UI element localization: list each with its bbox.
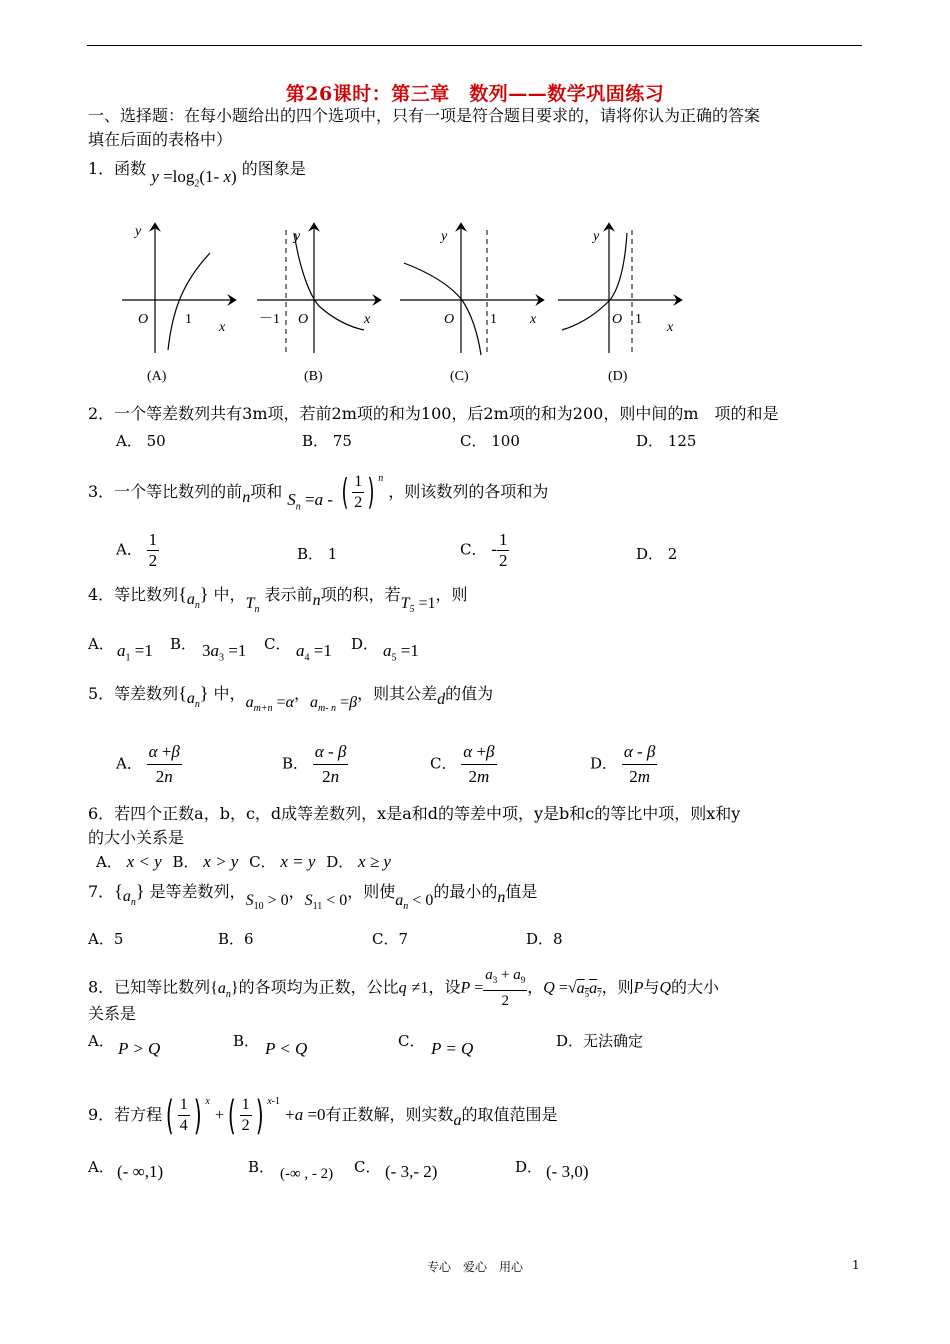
svg-text:y: y bbox=[593, 229, 600, 244]
q9-option-a-value: (- ∞,1) bbox=[117, 1162, 164, 1181]
svg-text:y: y bbox=[135, 224, 142, 239]
q8-stem: 8．已知等比数列$\{a_n\}$的各项均为正数，公比q ≠1，设P = $\frac{a_3 + a_9}{2}$ ，$Q =√a_5a_7$，则P与Q的大小 bbox=[88, 967, 720, 1009]
graph-d bbox=[558, 227, 678, 355]
q9-option-c[interactable]: C． bbox=[354, 1158, 381, 1176]
q6-line-2: 的大小关系是 bbox=[88, 828, 185, 847]
q8-option-c-value: P = Q bbox=[431, 1039, 474, 1058]
q8-option-a-value: P > Q bbox=[118, 1039, 161, 1058]
q9-option-c-value: (- 3,- 2) bbox=[385, 1162, 438, 1181]
svg-text:x: x bbox=[667, 320, 674, 335]
q4-option-c-value: $a_4 =1$ bbox=[296, 641, 332, 664]
q8-option-a[interactable]: A． bbox=[88, 1032, 114, 1050]
svg-text:O: O bbox=[138, 312, 149, 327]
q4-stem: 4．等比数列$\{a_n\}$ 中，$T_n$ 表示前n项的积，若$T_5 =1$，则 bbox=[88, 584, 468, 616]
q5-stem: 5．等差数列$\{a_n\}$ 中，$a_{m+n} =\alpha$，$a_{m- n} =\beta$，则其公差d的值为 bbox=[88, 683, 494, 715]
q3-stem: 3．一个等比数列的前n项和 $S_n =a$ - ( $\frac{1}{2}$ ) $^n$ ，则该数列的各项和为 bbox=[88, 471, 549, 513]
q4-option-d[interactable]: D． bbox=[351, 635, 379, 653]
graph-c bbox=[400, 227, 540, 355]
intro-line-1: 一、选择题：在每小题给出的四个选项中，只有一项是符合题目要求的，请将你认为正确的答案 bbox=[88, 106, 761, 125]
header-rule bbox=[87, 45, 862, 46]
svg-text:x: x bbox=[364, 312, 371, 327]
q7-option-a[interactable]: A．5 bbox=[88, 930, 124, 948]
svg-text:x: x bbox=[530, 312, 537, 327]
q3-option-c[interactable]: C． - $\frac{1}{2}$ bbox=[460, 530, 508, 570]
footer-slogan: 专心 爱心 用心 bbox=[426, 1260, 523, 1274]
q9-option-d-value: (- 3,0) bbox=[546, 1162, 589, 1181]
intro-line-2: 填在后面的表格中） bbox=[88, 130, 233, 149]
svg-text:y: y bbox=[441, 229, 448, 244]
svg-text:x: x bbox=[219, 320, 226, 335]
graph-a bbox=[122, 224, 232, 353]
q8-option-d[interactable]: D．无法确定 bbox=[556, 1032, 644, 1050]
q2-stem: 2．一个等差数列共有3m项，若前2m项的和为100，后2m项的和为200，则中间的m 项的和是 bbox=[88, 404, 779, 423]
q8-line-2: 关系是 bbox=[88, 1004, 137, 1023]
q6-option-d[interactable]: D． x ≥ y bbox=[326, 852, 391, 871]
q6-line-1: 6．若四个正数a，b，c，d成等差数列，x是a和d的等差中项，y是b和c的等比中项，则x和y bbox=[88, 804, 741, 823]
graph-label-a: (A) bbox=[147, 369, 167, 384]
q2-option-c[interactable]: C． 100 bbox=[460, 432, 520, 450]
q4-option-c[interactable]: C． bbox=[264, 635, 291, 653]
q2-option-d[interactable]: D． 125 bbox=[636, 432, 697, 450]
q5-option-a[interactable]: A． $\frac{\alpha +\beta}{2n}$ bbox=[116, 742, 180, 786]
page-title: 第26课时：第三章 数列——数学巩固练习 bbox=[285, 83, 665, 105]
q4-option-a[interactable]: A． bbox=[88, 635, 114, 653]
q9-option-d[interactable]: D． bbox=[515, 1158, 543, 1176]
graph-label-d: (D) bbox=[608, 369, 628, 384]
q1-graphs bbox=[0, 215, 950, 385]
svg-text:1: 1 bbox=[490, 312, 497, 327]
svg-text:O: O bbox=[298, 312, 309, 327]
graph-b bbox=[257, 227, 377, 355]
q5-option-c[interactable]: C． $\frac{\alpha +\beta}{2m}$ bbox=[430, 742, 495, 786]
q3-option-d[interactable]: D． 2 bbox=[636, 545, 678, 563]
q4-option-d-value: $a_5 =1$ bbox=[383, 641, 419, 664]
q7-stem: 7．$\{a_n\}$ 是等差数列，$S_{10} > 0$，$S_{11} < 0$，则使$a_n < 0$的最小的n值是 bbox=[88, 881, 538, 913]
q4-option-b-value: $3a_3 =1$ bbox=[202, 641, 247, 664]
q4-option-a-value: $a_1 =1$ bbox=[117, 641, 153, 664]
q4-option-b[interactable]: B． bbox=[170, 635, 197, 653]
svg-text:O: O bbox=[612, 312, 623, 327]
svg-text:1: 1 bbox=[185, 312, 192, 327]
q6-option-a[interactable]: A． x < y bbox=[96, 852, 162, 871]
page-number: 1 bbox=[852, 1258, 860, 1272]
q5-option-b[interactable]: B． $\frac{\alpha - \beta}{2n}$ bbox=[282, 742, 347, 786]
q7-option-b[interactable]: B．6 bbox=[218, 930, 254, 948]
q2-option-b[interactable]: B． 75 bbox=[302, 432, 352, 450]
q5-option-d[interactable]: D． $\frac{\alpha - \beta}{2m}$ bbox=[590, 742, 656, 786]
q9-option-a[interactable]: A． bbox=[88, 1158, 114, 1176]
q9-stem: 9．若方程( $\frac{1}{4}$ ) $^x$ +( $\frac{1}{2}$ ) $^{x-1}$ +a =0有正数解，则实数a的取值范围是 bbox=[88, 1092, 558, 1139]
q6-option-c[interactable]: C． x = y bbox=[249, 852, 316, 871]
q7-option-c[interactable]: C．7 bbox=[372, 930, 409, 948]
q8-option-c[interactable]: C． bbox=[398, 1032, 425, 1050]
q9-option-b[interactable]: B． bbox=[248, 1158, 275, 1176]
svg-text:O: O bbox=[444, 312, 455, 327]
q7-option-d[interactable]: D．8 bbox=[526, 930, 563, 948]
q8-option-b[interactable]: B． bbox=[233, 1032, 260, 1050]
q9-option-b-value: (-∞ , - 2) bbox=[280, 1166, 334, 1182]
q1-stem: 1．函数 $y =\log_2(1-$ x) 的图象是 bbox=[88, 159, 306, 190]
q8-option-b-value: P < Q bbox=[265, 1039, 308, 1058]
svg-text:y: y bbox=[294, 229, 301, 244]
q6-options bbox=[96, 851, 391, 872]
graph-label-c: (C) bbox=[450, 369, 469, 384]
q3-option-a[interactable]: A． $\frac{1}{2}$ bbox=[116, 530, 158, 570]
q2-option-a[interactable]: A． 50 bbox=[116, 432, 166, 450]
svg-text:1: 1 bbox=[635, 312, 642, 327]
svg-text:－1: －1 bbox=[259, 312, 280, 327]
graph-label-b: (B) bbox=[304, 369, 323, 384]
q3-option-b[interactable]: B． 1 bbox=[297, 545, 338, 563]
q6-option-b[interactable]: B． x > y bbox=[172, 852, 239, 871]
